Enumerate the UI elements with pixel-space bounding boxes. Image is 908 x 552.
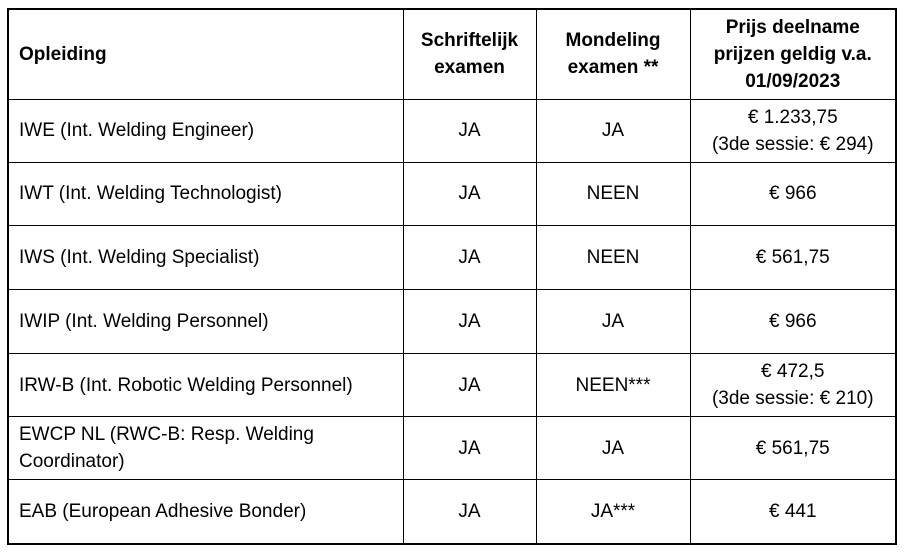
cell-mondeling: NEEN: [536, 162, 690, 225]
header-mondeling-line: examen **: [567, 57, 659, 79]
header-opleiding-label: Opleiding: [19, 43, 107, 65]
cell-mondeling: NEEN***: [536, 354, 690, 417]
cell-prijs: [690, 162, 896, 225]
cell-mondeling: JA: [536, 99, 690, 162]
opleiding-line: EWCP NL (RWC-B: Resp. Welding: [19, 424, 314, 446]
header-mondeling-line: Mondeling: [565, 30, 661, 52]
cell-opleiding: [8, 162, 403, 225]
cell-schriftelijk: JA: [403, 417, 536, 480]
cell-schriftelijk: JA: [403, 480, 536, 544]
cell-opleiding: [8, 289, 403, 353]
opleiding-line: IRW-B (Int. Robotic Welding Personnel): [19, 374, 353, 396]
cell-prijs: [690, 417, 896, 480]
prijs-line: € 966: [768, 183, 817, 205]
opleiding-line: IWT (Int. Welding Technologist): [19, 183, 282, 205]
prijs-line: (3de sessie: € 294): [711, 133, 874, 155]
prijs-line: (3de sessie: € 210): [711, 388, 874, 410]
table-row: [8, 289, 896, 353]
cell-prijs: [690, 480, 896, 544]
prijs-line: € 966: [768, 310, 817, 332]
header-schriftelijk-examen: [403, 9, 536, 99]
opleiding-line: IWE (Int. Welding Engineer): [19, 120, 255, 142]
cell-mondeling: JA: [536, 417, 690, 480]
cell-mondeling: NEEN: [536, 225, 690, 289]
cell-prijs: [690, 354, 896, 417]
cell-opleiding: [8, 354, 403, 417]
header-prijs-deelname: [690, 9, 896, 99]
table-row: [8, 162, 896, 225]
header-mondeling-examen: [536, 9, 690, 99]
opleiding-line: IWS (Int. Welding Specialist): [19, 246, 260, 268]
table-row: [8, 225, 896, 289]
cell-schriftelijk: JA: [403, 99, 536, 162]
cell-schriftelijk: JA: [403, 354, 536, 417]
opleiding-line: EAB (European Adhesive Bonder): [19, 501, 307, 523]
header-schriftelijk-line: examen: [434, 57, 505, 79]
table-row: [8, 417, 896, 480]
header-prijs-line: 01/09/2023: [745, 70, 841, 92]
table-row: [8, 99, 896, 162]
cell-mondeling: JA***: [536, 480, 690, 544]
cell-schriftelijk: JA: [403, 162, 536, 225]
cell-opleiding: [8, 99, 403, 162]
header-prijs-line: Prijs deelname: [725, 16, 860, 38]
cell-schriftelijk: JA: [403, 225, 536, 289]
cell-schriftelijk: JA: [403, 289, 536, 353]
cell-prijs: [690, 225, 896, 289]
header-opleiding: [8, 9, 403, 99]
prijs-line: € 561,75: [755, 246, 830, 268]
cell-prijs: [690, 99, 896, 162]
prijs-line: € 441: [768, 501, 817, 523]
table-row: [8, 354, 896, 417]
cell-opleiding: [8, 480, 403, 544]
header-row: [8, 9, 896, 99]
cell-prijs: [690, 289, 896, 353]
opleiding-line: Coordinator): [19, 451, 125, 473]
prijs-line: € 472,5: [761, 361, 825, 383]
table-row: [8, 480, 896, 544]
cell-opleiding: [8, 225, 403, 289]
header-schriftelijk-line: Schriftelijk: [420, 30, 519, 52]
prijs-line: € 1.233,75: [747, 106, 838, 128]
header-prijs-line: prijzen geldig v.a.: [713, 43, 872, 65]
pricing-table: [7, 8, 897, 545]
cell-opleiding: [8, 417, 403, 480]
prijs-line: € 561,75: [755, 437, 830, 459]
opleiding-line: IWIP (Int. Welding Personnel): [19, 310, 269, 332]
cell-mondeling: JA: [536, 289, 690, 353]
